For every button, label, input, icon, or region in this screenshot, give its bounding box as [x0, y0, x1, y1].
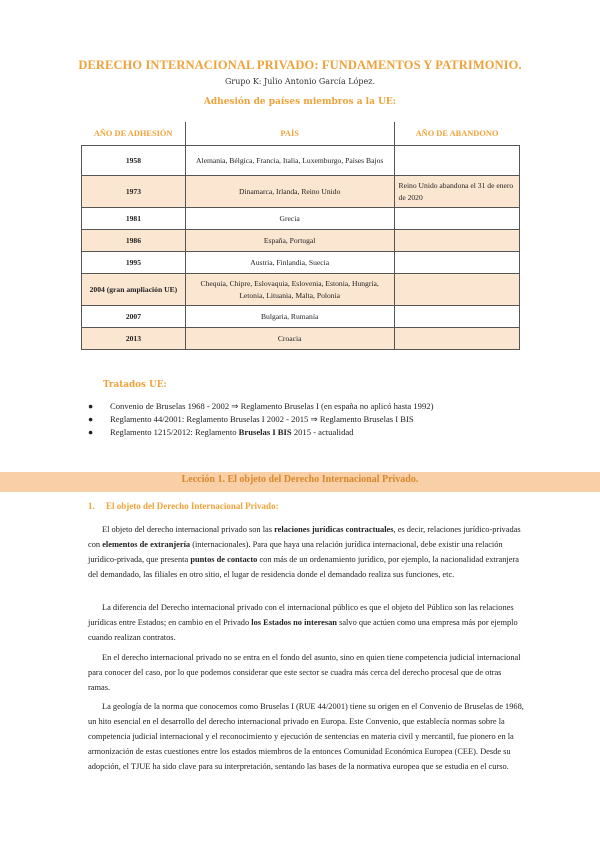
row-year: 2013	[82, 328, 186, 350]
row-countries: Bulgaria, Rumanía	[185, 306, 394, 328]
row-year: 2007	[82, 306, 186, 328]
row-leave	[394, 146, 519, 176]
row-year: 2004 (gran ampliación UE)	[82, 274, 186, 306]
bullet-icon: ●	[88, 427, 94, 437]
text-run: La geología de la norma que conocemos como Bruselas I (RUE 44/2001) tiene su origen en el Convenio de Bruselas de 1968, un hito esencial en el desarrollo del derecho internacional privado en Europa. Este Convenio, que establecía normas sobre la competencia judicial internacional y el reconocimiento y ejecución de sentencias en materia civil y mercantil, fue pionero en la armonización de estas cuestiones entre los estados miembros de la entonces Comunidad Económica Europea (CEE). Desde su adopción, el TJUE ha sido clave para su interpretación, sentando las bases de la normativa europea que se estudia en el curso.	[88, 702, 524, 771]
table-row	[82, 146, 520, 176]
bold-run: los Estados no interesan	[251, 618, 337, 627]
paragraph-3	[88, 650, 524, 695]
treaty-name: Reglamento 1215/2012:	[110, 427, 193, 437]
treaties-heading: Tratados UE:	[103, 380, 167, 390]
table-row	[82, 208, 520, 230]
bold-run: puntos de contacto	[190, 555, 258, 564]
text-run: con más de un ordenamiento jurídico, por ejemplo, la nacionalidad extranjera del demandado, las filiales en otro sitio, el lugar de residencia donde el demandado realiza sus funciones, etc.	[88, 555, 519, 579]
paragraph-4	[88, 699, 524, 774]
row-leave	[394, 306, 519, 328]
treaty-name: Reglamento 44/2001:	[110, 414, 185, 424]
text-run: En el derecho internacional privado no se entra en el fondo del asunto, sino en quien tiene competencia judicial internacional para conocer del caso, por lo que podemos considerar que este sector se cuadra más cerca del derecho procesal que de otras ramas.	[88, 653, 521, 692]
row-countries: Chequia, Chipre, Eslovaquia, Eslovenia, Estonia, Hungría, Letonia, Lituania, Malta, Polonia	[185, 274, 394, 306]
row-leave	[394, 230, 519, 252]
text-run: El objeto del derecho internacional privado son las	[102, 525, 275, 534]
treaty-detail-end: 2015 - actualidad	[291, 427, 354, 437]
column-header-country: PAÍS	[185, 122, 394, 146]
lesson-title: Lección 1. El objeto del Derecho Internacional Privado.	[181, 474, 419, 485]
row-year: 1981	[82, 208, 186, 230]
text-run: La diferencia del Derecho internacional privado con el internacional público es que el objeto del Público son las relaciones jurídicas entre Estados; en cambio en el Privado	[88, 603, 514, 627]
row-leave	[394, 328, 519, 350]
bullet-icon: ●	[88, 414, 94, 424]
treaty-detail: Reglamento Bruselas I 2002 - 2015 ⇒ Reglamento Bruselas I BIS	[184, 414, 414, 424]
table-row	[82, 328, 520, 350]
row-leave	[394, 252, 519, 274]
table-header-row	[82, 122, 520, 146]
treaty-highlight: Bruselas I BIS	[238, 427, 292, 437]
document-author: Grupo K: Julio Antonio García López.	[224, 77, 375, 86]
text-run: , es decir, relaciones jurídico-privadas con	[88, 525, 521, 549]
table-row	[82, 252, 520, 274]
table-row	[82, 176, 520, 208]
list-item	[88, 413, 433, 426]
row-year: 1973	[82, 176, 186, 208]
document-title: DERECHO INTERNACIONAL PRIVADO: FUNDAMENTOS Y PATRIMONIO.	[78, 58, 522, 72]
treaty-name: Convenio de Bruselas	[110, 401, 186, 411]
row-year: 1986	[82, 230, 186, 252]
column-header-leave: AÑO DE ABANDONO	[394, 122, 519, 146]
row-leave	[394, 208, 519, 230]
adhesion-heading: Adhesión de países miembros a la UE:	[203, 97, 397, 107]
row-year: 1958	[82, 146, 186, 176]
table-row	[82, 274, 520, 306]
table-row	[82, 230, 520, 252]
bullet-icon: ●	[88, 401, 94, 411]
row-countries: Austria, Finlandia, Suecia	[185, 252, 394, 274]
list-item	[88, 400, 433, 413]
column-header-year: AÑO DE ADHESIÓN	[82, 122, 186, 146]
row-countries: Dinamarca, Irlanda, Reino Unido	[185, 176, 394, 208]
list-item	[88, 426, 433, 439]
row-leave	[394, 274, 519, 306]
section-title: El objeto del Derecho Internacional Privado:	[106, 501, 279, 511]
row-leave: Reino Unido abandona el 31 de enero de 2020	[394, 176, 519, 208]
paragraph-2	[88, 600, 524, 645]
text-run: (internacionales). Para que haya una relación jurídica internacional, debe existir una relación jurídico-privada, que presenta	[88, 540, 503, 564]
treaty-detail: Reglamento	[192, 427, 239, 437]
section-number: 1.	[88, 501, 95, 511]
row-countries: Croacia	[185, 328, 394, 350]
membership-table	[81, 122, 520, 350]
table-row	[82, 306, 520, 328]
bold-run: elementos de extranjería	[102, 540, 191, 549]
row-countries: España, Portugal	[185, 230, 394, 252]
text-run: salvo que actúen como una empresa más por ejemplo cuando realizan contratos.	[88, 618, 518, 642]
section-heading	[88, 501, 279, 511]
row-countries: Grecia	[185, 208, 394, 230]
treaty-detail: 1968 - 2002 ⇒ Reglamento Bruselas I (en españa no aplicó hasta 1992)	[185, 401, 434, 411]
treaties-list	[88, 400, 433, 439]
paragraph-1	[88, 522, 524, 582]
bold-run: relaciones jurídicas contractuales	[274, 525, 394, 534]
row-year: 1995	[82, 252, 186, 274]
row-countries: Alemania, Bélgica, Francia, Italia, Luxemburgo, Países Bajos	[185, 146, 394, 176]
